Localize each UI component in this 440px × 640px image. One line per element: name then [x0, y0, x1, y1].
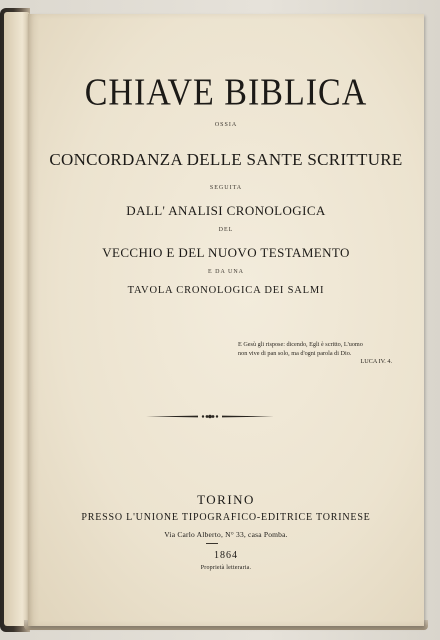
epigraph-line-1: E Gesù gli rispose: dicendo, Egli è scritto, L'uomo [238, 341, 363, 348]
epigraph-reference: LUCA IV. 4. [360, 358, 392, 366]
epigraph-line-2: non vive di pan solo, ma d'ogni parola di Dio. [238, 349, 352, 357]
left-page-edge [4, 12, 30, 626]
publisher-address: Via Carlo Alberto, N° 33, casa Pomba. [164, 530, 288, 539]
connector-seguita: SEGUITA [209, 185, 243, 191]
rights-notice: Proprietà letteraria. [200, 565, 252, 571]
testament-line: VECCHIO E DEL NUOVO TESTAMENTO [102, 245, 350, 260]
city: TORINO [197, 492, 255, 507]
psalms-table-line: TAVOLA CRONOLOGICA DEI SALMI [127, 285, 325, 296]
short-divider [206, 543, 218, 544]
book-subtitle: CONCORDANZA DELLE SANTE SCRITTURE [49, 150, 403, 169]
ornamental-rule [146, 414, 274, 419]
connector-del: DEL [218, 227, 234, 233]
analysis-line: DALL' ANALISI CRONOLOGICA [126, 203, 326, 218]
epigraph [238, 341, 398, 367]
publisher: PRESSO L'UNIONE TIPOGRAFICO-EDITRICE TORINESE [81, 512, 371, 523]
book-title: CHIAVE BIBLICA [84, 72, 368, 114]
publication-year: 1864 [214, 550, 238, 561]
connector-ossia: OSSIA [214, 122, 238, 128]
connector-e-da-una: E DA UNA [208, 269, 244, 275]
